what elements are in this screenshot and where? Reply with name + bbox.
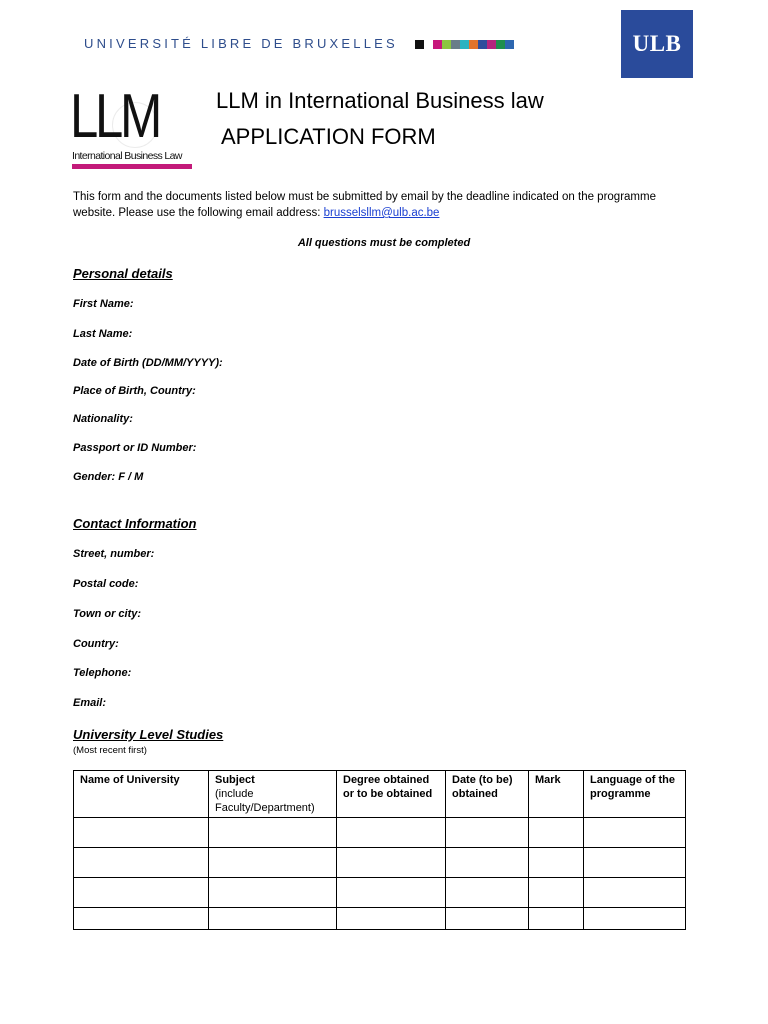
- color-squares: [415, 40, 514, 49]
- table-cell[interactable]: [337, 908, 446, 930]
- table-row: [74, 908, 686, 930]
- table-cell[interactable]: [529, 908, 584, 930]
- table-cell[interactable]: [209, 818, 337, 848]
- table-header-row: [74, 771, 686, 818]
- column-header-university: Name of University: [74, 771, 209, 818]
- llm-logo-bar: [72, 164, 192, 169]
- color-square: [460, 40, 469, 49]
- table-row: [74, 818, 686, 848]
- color-square: [469, 40, 478, 49]
- color-square: [415, 40, 424, 49]
- llm-logo: [70, 82, 194, 172]
- column-header-subject: [209, 771, 337, 818]
- color-square: [505, 40, 514, 49]
- table-cell[interactable]: [529, 848, 584, 878]
- table-cell[interactable]: [209, 908, 337, 930]
- ulb-logo: ULB: [621, 10, 693, 78]
- color-square: [442, 40, 451, 49]
- table-cell[interactable]: [209, 878, 337, 908]
- studies-table: [73, 770, 686, 930]
- intro-text: This form and the documents listed below must be submitted by email by the deadline indicated on the programme website. Please use the following email address:: [73, 191, 656, 219]
- column-header-degree: Degree obtained or to be obtained: [337, 771, 446, 818]
- color-square: [433, 40, 442, 49]
- required-note: All questions must be completed: [297, 237, 471, 249]
- contact-information-heading: Contact Information: [73, 516, 197, 531]
- postal-code-label: Postal code:: [73, 578, 139, 590]
- table-cell[interactable]: [74, 848, 209, 878]
- date-of-birth-label: Date of Birth (DD/MM/YYYY):: [73, 357, 223, 369]
- table-cell[interactable]: [209, 848, 337, 878]
- table-cell[interactable]: [529, 878, 584, 908]
- university-name: UNIVERSITÉ LIBRE DE BRUXELLES: [84, 36, 398, 51]
- form-title: APPLICATION FORM: [221, 124, 436, 149]
- gender-label: Gender: F / M: [73, 471, 144, 483]
- llm-logo-subtitle: International Business Law: [72, 150, 182, 162]
- subject-label: Subject: [215, 774, 255, 786]
- color-square: [487, 40, 496, 49]
- most-recent-note: (Most recent first): [73, 745, 147, 756]
- university-studies-heading: University Level Studies: [73, 727, 224, 742]
- table-cell[interactable]: [337, 878, 446, 908]
- first-name-label: First Name:: [73, 298, 134, 310]
- intro-paragraph: [73, 189, 693, 221]
- table-cell[interactable]: [446, 848, 529, 878]
- telephone-label: Telephone:: [73, 667, 132, 679]
- nationality-label: Nationality:: [73, 413, 133, 425]
- personal-details-heading: Personal details: [73, 266, 173, 281]
- email-label: Email:: [73, 697, 107, 709]
- table-cell[interactable]: [74, 818, 209, 848]
- street-label: Street, number:: [73, 548, 155, 560]
- llm-logo-text: LLM: [70, 82, 160, 151]
- table-cell[interactable]: [446, 878, 529, 908]
- email-link[interactable]: brusselsllm@ulb.ac.be: [323, 207, 440, 219]
- table-cell[interactable]: [584, 908, 686, 930]
- column-header-language: Language of the programme: [584, 771, 686, 818]
- town-label: Town or city:: [73, 608, 142, 620]
- color-square: [496, 40, 505, 49]
- subject-detail: (include Faculty/Department): [215, 788, 315, 814]
- table-cell[interactable]: [584, 818, 686, 848]
- column-header-mark: Mark: [529, 771, 584, 818]
- place-of-birth-label: Place of Birth, Country:: [73, 385, 196, 397]
- table-cell[interactable]: [584, 878, 686, 908]
- passport-label: Passport or ID Number:: [73, 442, 197, 454]
- table-cell[interactable]: [337, 818, 446, 848]
- table-cell[interactable]: [584, 848, 686, 878]
- color-square: [424, 40, 433, 49]
- programme-title: LLM in International Business law: [216, 88, 544, 113]
- color-square: [478, 40, 487, 49]
- color-square: [451, 40, 460, 49]
- table-cell[interactable]: [337, 848, 446, 878]
- table-cell[interactable]: [74, 878, 209, 908]
- table-row: [74, 848, 686, 878]
- table-cell[interactable]: [529, 818, 584, 848]
- table-cell[interactable]: [74, 908, 209, 930]
- table-cell[interactable]: [446, 908, 529, 930]
- table-row: [74, 878, 686, 908]
- column-header-date: Date (to be) obtained: [446, 771, 529, 818]
- country-label: Country:: [73, 638, 119, 650]
- table-cell[interactable]: [446, 818, 529, 848]
- last-name-label: Last Name:: [73, 328, 133, 340]
